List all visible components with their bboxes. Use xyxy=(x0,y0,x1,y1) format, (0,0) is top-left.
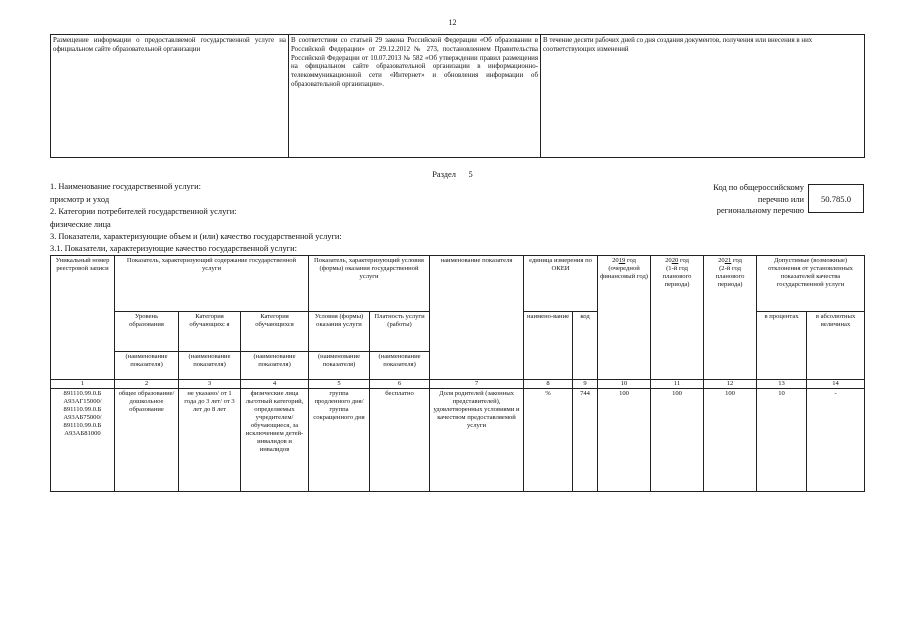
col-number: 12 xyxy=(704,380,757,389)
header-level: Уровень образования xyxy=(115,312,179,352)
header-unique-number: Уникальный номер реестровой записи xyxy=(51,256,115,380)
sub-category-1: (наименование показателя) xyxy=(179,352,241,380)
col-number: 7 xyxy=(430,380,524,389)
col-number: 9 xyxy=(573,380,598,389)
code-label-line2: перечню или xyxy=(757,194,804,204)
cell-dev-percent: 10 xyxy=(757,389,807,492)
cell-dev-abs: - xyxy=(807,389,865,492)
col-number: 13 xyxy=(757,380,807,389)
page-number: 12 xyxy=(448,18,457,27)
cell-level: общее образование/ дошкольное образование xyxy=(115,389,179,492)
col-number: 2 xyxy=(115,380,179,389)
header-unit-name: наимено-вание xyxy=(524,312,573,352)
header-year-1 xyxy=(598,256,651,312)
header-quality-name: наименование показателя xyxy=(430,256,524,312)
code-box: 50.785.0 xyxy=(808,184,864,213)
publication-frequency-cell: В течение десяти рабочих дней со дня создания документов, получения или внесения в них соответствующих изменений xyxy=(541,35,865,158)
header-dev-percent: в процентах xyxy=(757,312,807,352)
consumers-value: физические лица xyxy=(50,220,111,229)
cell-year-2: 100 xyxy=(651,389,704,492)
header-year-3 xyxy=(704,256,757,312)
quality-indicators-label: 3.1. Показатели, характеризующие качество государственной услуги: xyxy=(50,244,297,253)
sub-unit-name-blank xyxy=(524,352,573,380)
year-2-suffix: 20 xyxy=(671,257,679,264)
header-year-2-blank xyxy=(651,312,704,380)
cell-conditions: группа продленного дня/ группа сокращенного дня xyxy=(309,389,370,492)
year-3-word: год xyxy=(732,257,742,264)
cell-year-1: 100 xyxy=(598,389,651,492)
year-3-suffix: 21 xyxy=(724,257,732,264)
cell-unit-name: % xyxy=(524,389,573,492)
year-1-word: год xyxy=(626,257,636,264)
cell-quality-name: Доля родителей (законных представителей), удовлетворенных условиями и качеством предоставляемой услуги xyxy=(430,389,524,492)
indicators-label: 3. Показатели, характеризующие объем и (или) качество государственной услуги: xyxy=(50,232,342,241)
header-deviation: Допустимые (возможные) отклонения от установленных показателей качества государственной услуги xyxy=(757,256,865,312)
col-number: 6 xyxy=(370,380,430,389)
year-1-suffix: 19 xyxy=(618,257,626,264)
col-number: 8 xyxy=(524,380,573,389)
sub-payment: (наименование показателя) xyxy=(370,352,430,380)
service-name-value: присмотр и уход xyxy=(50,195,110,204)
year-2-word: год xyxy=(679,257,689,264)
col-number: 5 xyxy=(309,380,370,389)
code-label-line3: региональному перечню xyxy=(716,206,804,215)
cell-category-1: не указано/ от 1 года до 3 лет/ от 3 лет до 8 лет xyxy=(179,389,241,492)
year-1-note: (очередной финансовый год) xyxy=(600,265,648,281)
sub-dev-percent-blank xyxy=(757,352,807,380)
col-number: 14 xyxy=(807,380,865,389)
header-conditions-form: Условия (формы) оказания услуги xyxy=(309,312,370,352)
section-number: 5 xyxy=(468,170,473,179)
header-dev-abs: в абсолютных величинах xyxy=(807,312,865,352)
year-3-prefix: 20 xyxy=(718,257,725,264)
col-number: 1 xyxy=(51,380,115,389)
year-3-note: (2-й год планового периода) xyxy=(715,265,745,289)
col-number: 10 xyxy=(598,380,651,389)
header-year-1-blank xyxy=(598,312,651,380)
header-conditions: Показатель, характеризующий условия (формы) оказания государственной услуги xyxy=(309,256,430,312)
code-label xyxy=(690,182,804,217)
year-2-prefix: 20 xyxy=(665,257,672,264)
cell-unique-number: 891110.99.0.Б А93АГ15000/ 891110.99.0.Б А93АБ75000/ 891110.99.0.Б А93АБ81000 xyxy=(51,389,115,492)
col-number: 4 xyxy=(241,380,309,389)
section-heading xyxy=(0,169,905,180)
sub-category-2: (наименование показателя) xyxy=(241,352,309,380)
sub-level: (наименование показателя) xyxy=(115,352,179,380)
header-quality-blank xyxy=(430,312,524,380)
header-year-3-blank xyxy=(704,312,757,380)
sub-unit-code-blank xyxy=(573,352,598,380)
publication-content-cell: В соответствии со статьей 29 закона Российской Федерации «Об образовании в Российской Федерации» от 29.12.2012 № 273, постановлением Правительства Российской Федерации от 10.07.2013 № 582 «Об утверждении правил размещения на официальном сайте образовательной организации в информационно-телекоммуникационной сети «Интернет» и обновления информации об образовательной организации». xyxy=(289,35,541,158)
header-unit: единица измерения по ОКЕИ xyxy=(524,256,598,312)
publication-method-cell: Размещение информации о предоставляемой государственной услуге на официальном сайте образовательной организации xyxy=(51,35,289,158)
consumers-label: 2. Категории потребителей государственной услуги: xyxy=(50,207,237,216)
header-payment: Платность услуги (работы) xyxy=(370,312,430,352)
code-label-line1: Код по общероссийскому xyxy=(713,183,804,192)
quality-indicators-table xyxy=(50,255,865,492)
header-category-1: Категория обучающихс я xyxy=(179,312,241,352)
header-year-2 xyxy=(651,256,704,312)
publication-table xyxy=(50,34,865,158)
col-number: 3 xyxy=(179,380,241,389)
cell-year-3: 100 xyxy=(704,389,757,492)
year-2-note: (1-й год планового периода) xyxy=(662,265,692,289)
year-1-prefix: 20 xyxy=(612,257,619,264)
cell-payment: бесплатно xyxy=(370,389,430,492)
header-content: Показатель, характеризующий содержание государственной услуги xyxy=(115,256,309,312)
sub-dev-abs-blank xyxy=(807,352,865,380)
cell-unit-code: 744 xyxy=(573,389,598,492)
section-label: Раздел xyxy=(432,170,456,179)
service-name-label: 1. Наименование государственной услуги: xyxy=(50,182,201,191)
sub-conditions: (наименование показателя) xyxy=(309,352,370,380)
col-number: 11 xyxy=(651,380,704,389)
header-unit-code: код xyxy=(573,312,598,352)
table-row xyxy=(51,389,865,492)
header-category-2: Категория обучающихся xyxy=(241,312,309,352)
cell-category-2: физические лица льготный категорий, определяемых учредителем/ обучающиеся, за исключением детей-инвалидов и инвалидов xyxy=(241,389,309,492)
